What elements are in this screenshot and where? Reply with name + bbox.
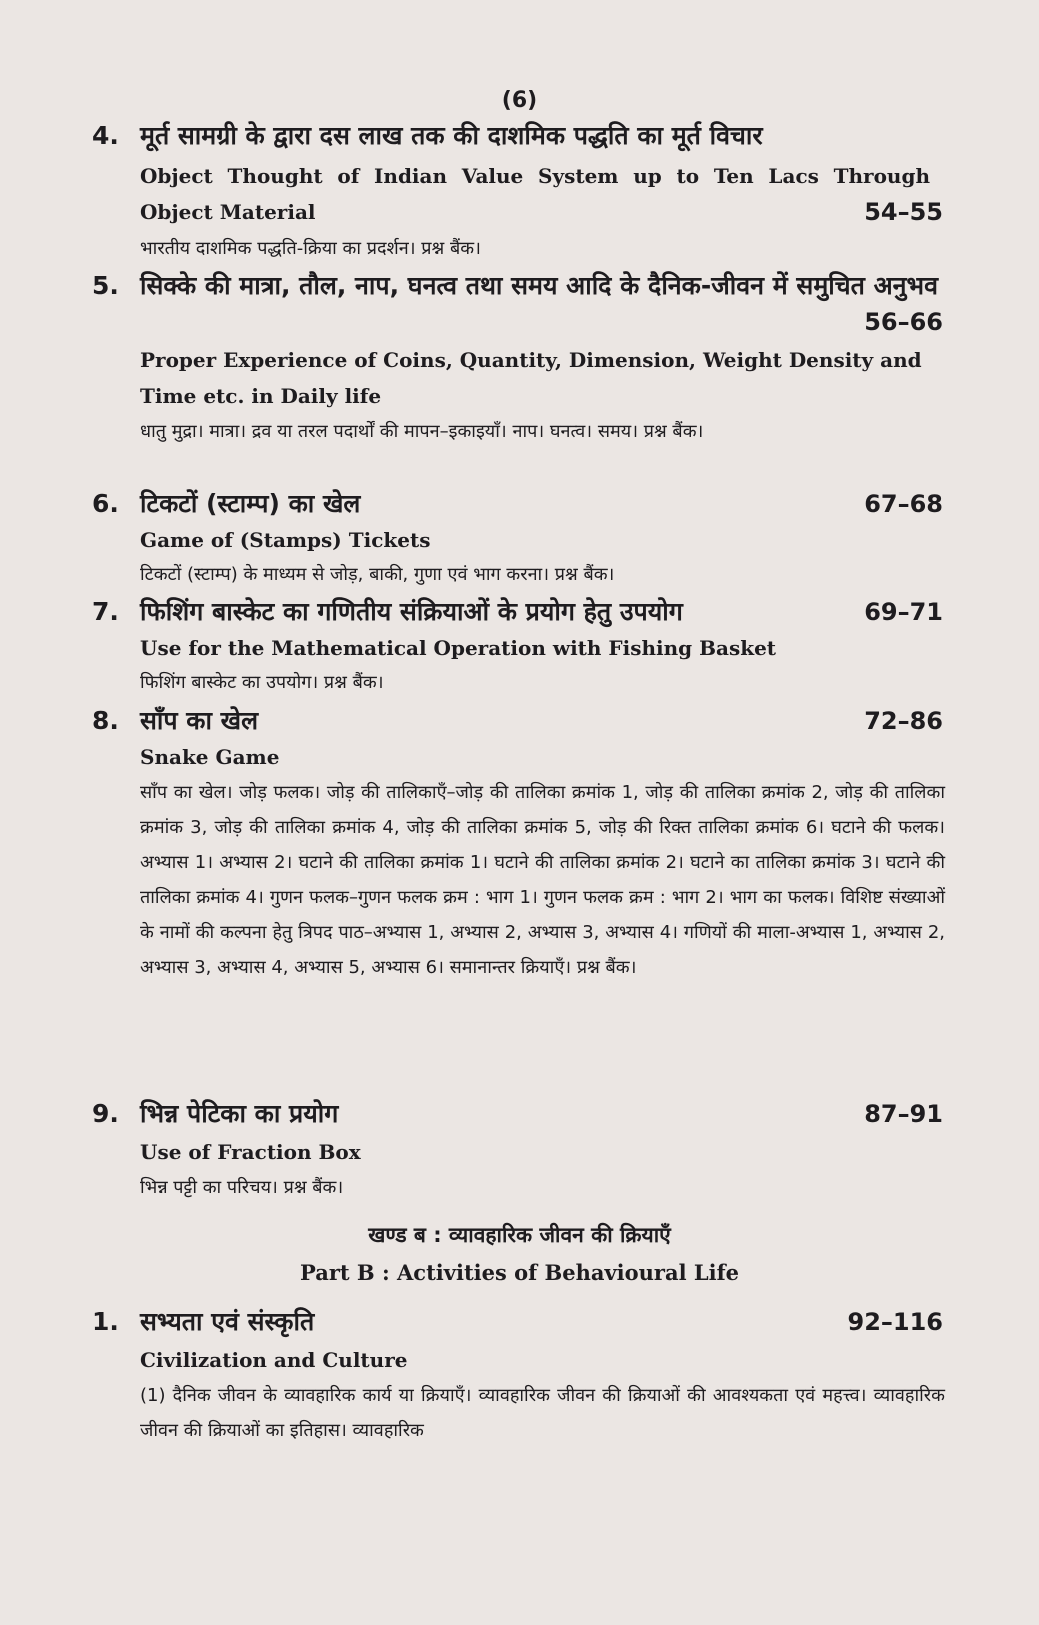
entry-title-english: Snake Game [140, 745, 280, 769]
entry-description: (1) दैनिक जीवन के व्यावहारिक कार्य या क्रियाएँ। व्यावहारिक जीवन की क्रियाओं की आवश्यकता एवं महत्त्व। व्यावहारिक जीवन की क्रियाओं का इतिहास। व्यावहारिक [140, 1385, 945, 1441]
entry-pages: 56–66 [864, 308, 943, 336]
entry-description: भारतीय दाशमिक पद्धति-क्रिया का प्रदर्शन। प्रश्न बैंक। [140, 238, 481, 259]
entry-description: फिशिंग बास्केट का उपयोग। प्रश्न बैंक। [140, 672, 384, 693]
entry-title-english: Use for the Mathematical Operation with Fishing Basket [140, 636, 777, 660]
part-b-heading-english: Part B : Activities of Behavioural Life [299, 1260, 740, 1285]
entry-title-hindi: सभ्यता एवं संस्कृति [140, 1307, 315, 1336]
part-b-heading-hindi: खण्ड ब : व्यावहारिक जीवन की क्रियाएँ [368, 1223, 671, 1247]
entry-pages: 87–91 [864, 1100, 943, 1128]
entry-title-english: Civilization and Culture [140, 1348, 408, 1372]
entry-pages: 92–116 [847, 1308, 943, 1336]
entry-title-english: Object Thought of Indian Value System up to Ten Lacs Through Object Material [140, 164, 930, 224]
entry-title-hindi: मूर्त सामग्री के द्वारा दस लाख तक की दाशमिक पद्धति का मूर्त विचार [140, 121, 763, 150]
entry-pages: 54–55 [864, 198, 943, 226]
entry-pages: 69–71 [864, 598, 943, 626]
page-number: (6) [501, 88, 538, 113]
entry-description: टिकटों (स्टाम्प) के माध्यम से जोड़, बाकी, गुणा एवं भाग करना। प्रश्न बैंक। [140, 564, 615, 585]
entry-title-english: Game of (Stamps) Tickets [140, 528, 431, 552]
entry-pages: 67–68 [864, 490, 943, 518]
entry-title-hindi: भिन्न पेटिका का प्रयोग [140, 1099, 339, 1128]
entry-title-hindi: फिशिंग बास्केट का गणितीय संक्रियाओं के प्रयोग हेतु उपयोग [140, 597, 683, 626]
entry-title-english: Use of Fraction Box [140, 1140, 361, 1164]
entry-title-english: Proper Experience of Coins, Quantity, Dimension, Weight Density and Time etc. in Daily life [140, 348, 922, 408]
entry-number: 8. [92, 706, 119, 735]
entry-number: 1. [92, 1307, 119, 1336]
entry-description: धातु मुद्रा। मात्रा। द्रव या तरल पदार्थों की मापन–इकाइयाँ। नाप। घनत्व। समय। प्रश्न बैंक। [140, 421, 704, 442]
entry-title-hindi: सिक्के की मात्रा, तौल, नाप, घनत्व तथा समय आदि के दैनिक-जीवन में समुचित अनुभव [140, 271, 939, 300]
entry-number: 4. [92, 121, 119, 150]
entry-number: 5. [92, 271, 119, 300]
entry-number: 6. [92, 489, 119, 518]
entry-title-hindi: साँप का खेल [140, 706, 259, 735]
entry-number: 7. [92, 597, 119, 626]
entry-title-hindi: टिकटों (स्टाम्प) का खेल [140, 489, 361, 518]
entry-description: साँप का खेल। जोड़ फलक। जोड़ की तालिकाएँ–जोड़ की तालिका क्रमांक 1, जोड़ की तालिका क्रमांक 2, जोड़ की तालिका क्रमांक 3, जोड़ की तालिका क्रमांक 4, जोड़ की तालिका क्रमांक 5, जोड़ की रिक्त तालिका क्रमांक 6। घटाने की फलक। अभ्यास 1। अभ्यास 2। घटाने की तालिका क्रमांक 1। घटाने की तालिका क्रमांक 2। घटाने का तालिका क्रमांक 3। घटाने की तालिका क्रमांक 4। गुणन फलक–गुणन फलक क्रम : भाग 1। गुणन फलक क्रम : भाग 2। भाग का फलक। विशिष्ट संख्याओं के नामों की कल्पना हेतु त्रिपद पाठ–अभ्यास 1, अभ्यास 2, अभ्यास 3, अभ्यास 4। गणियों की माला-अभ्यास 1, अभ्यास 2, अभ्यास 3, अभ्यास 4, अभ्यास 5, अभ्यास 6। समानान्तर क्रियाएँ। प्रश्न बैंक। [140, 782, 945, 978]
entry-description: भिन्न पट्टी का परिचय। प्रश्न बैंक। [140, 1177, 344, 1198]
entry-pages: 72–86 [864, 707, 943, 735]
entry-number: 9. [92, 1099, 119, 1128]
